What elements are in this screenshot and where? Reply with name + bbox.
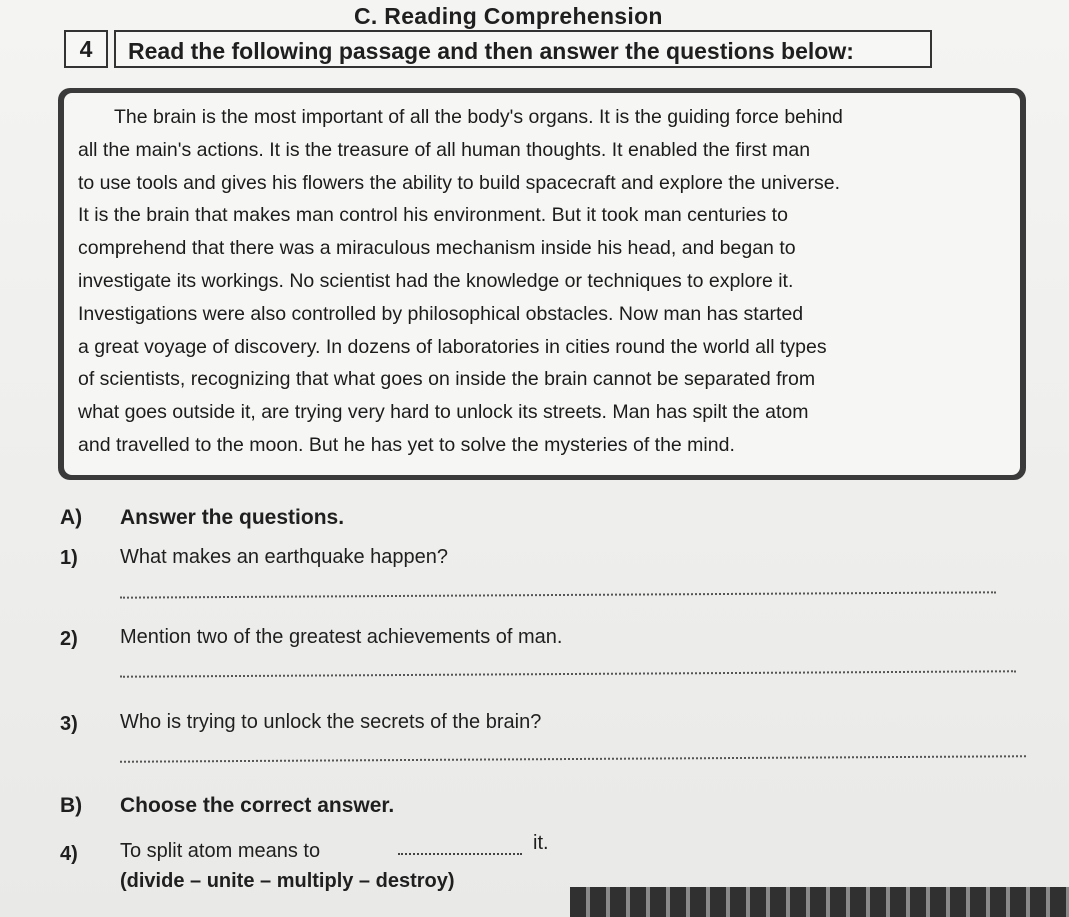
answer-line[interactable]: [120, 591, 996, 598]
passage-line: a great voyage of discovery. In dozens of laboratories in cities round the world all types: [78, 336, 827, 358]
question-text: To split atom means to: [120, 840, 321, 862]
passage-line: investigate its workings. No scientist had the knowledge or techniques to explore it.: [78, 270, 794, 292]
question-number-box: 4: [64, 30, 108, 68]
page-edge-strip: [570, 887, 1069, 917]
section-title: C. Reading Comprehension: [354, 3, 663, 29]
answer-line[interactable]: [120, 755, 1026, 763]
question-number: 4): [60, 843, 78, 865]
part-b-letter: B): [60, 794, 83, 817]
passage-line: The brain is the most important of all the body's organs. It is the guiding force behind: [114, 106, 843, 128]
passage-line: and travelled to the moon. But he has yet to solve the mysteries of the mind.: [78, 434, 735, 456]
part-b-heading: Choose the correct answer.: [120, 794, 395, 817]
instruction-box: Read the following passage and then answer the questions below:: [114, 30, 932, 68]
question-number: 2): [60, 628, 78, 650]
passage-line: Investigations were also controlled by philosophical obstacles. Now man has started: [78, 303, 804, 325]
question-text: Mention two of the greatest achievements of man.: [120, 626, 563, 648]
answer-options: (divide – unite – multiply – destroy): [120, 870, 455, 892]
passage-line: comprehend that there was a miraculous mechanism inside his head, and began to: [78, 237, 796, 259]
question-text: Who is trying to unlock the secrets of the brain?: [120, 711, 542, 733]
passage-line: of scientists, recognizing that what goes on inside the brain cannot be separated from: [78, 368, 816, 390]
question-text: What makes an earthquake happen?: [120, 546, 448, 568]
question-number: 1): [60, 547, 78, 569]
question-number: 3): [60, 713, 78, 735]
question-text-end: it.: [533, 832, 549, 854]
part-a-letter: A): [60, 506, 83, 529]
part-a-heading: Answer the questions.: [120, 506, 345, 529]
fill-in-blank[interactable]: [398, 853, 522, 855]
passage-line: to use tools and gives his flowers the ability to build spacecraft and explore the universe.: [78, 172, 841, 194]
passage-line: It is the brain that makes man control his environment. But it took man centuries to: [78, 204, 788, 226]
passage-line: all the main's actions. It is the treasure of all human thoughts. It enabled the first man: [78, 139, 811, 161]
answer-line[interactable]: [120, 670, 1016, 677]
passage-line: what goes outside it, are trying very hard to unlock its streets. Man has spilt the atom: [78, 401, 809, 423]
